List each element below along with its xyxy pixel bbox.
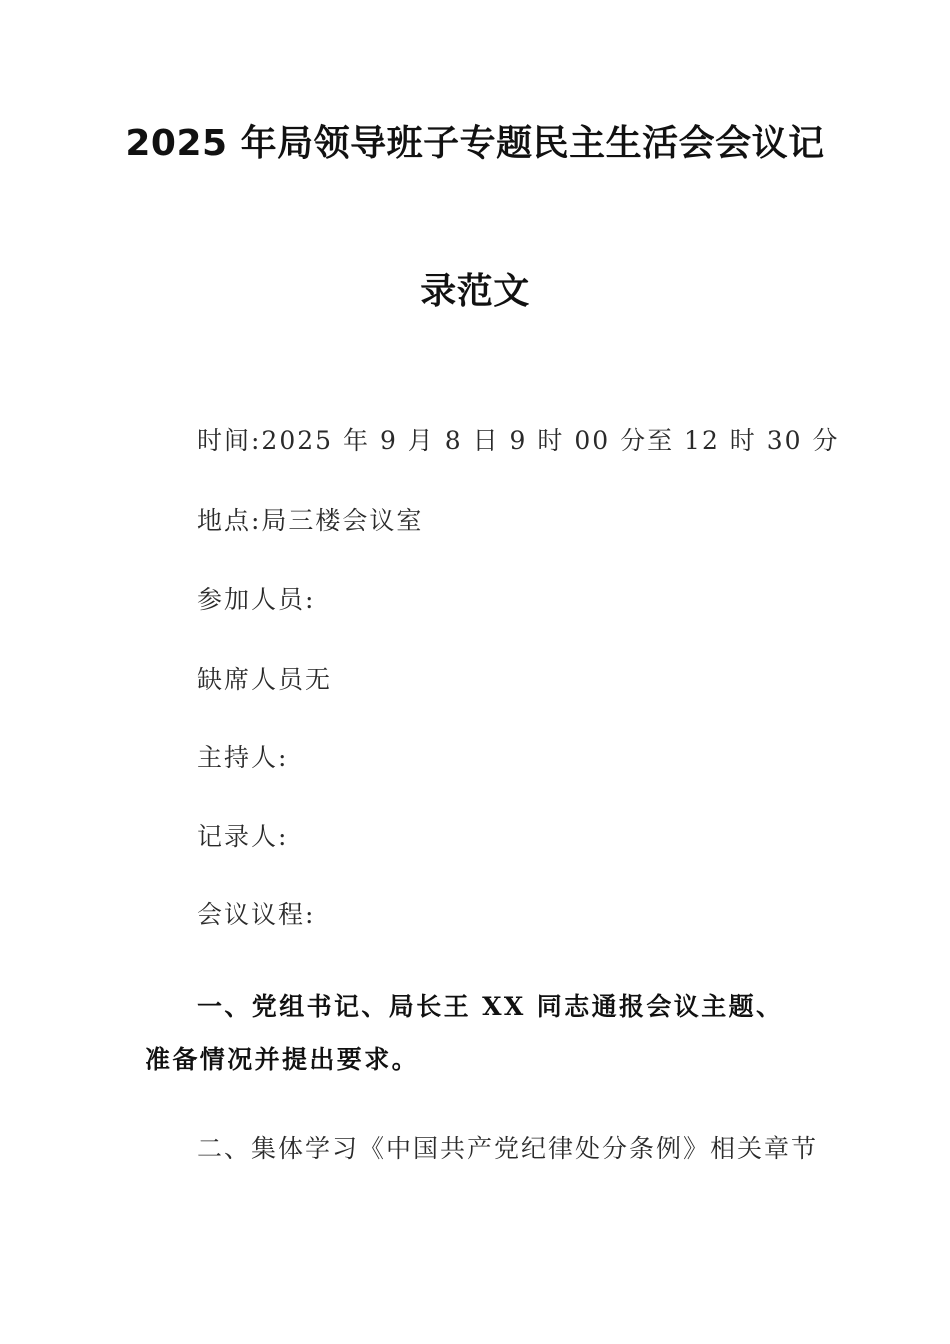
agenda-item-1: 一、党组书记、局长王 XX 同志通报会议主题、准备情况并提出要求。 — [145, 992, 784, 1074]
meeting-attendees: 参加人员: — [197, 585, 316, 614]
meeting-recorder: 记录人: — [197, 822, 289, 851]
meeting-host: 主持人: — [197, 743, 289, 772]
meeting-place: 地点:局三楼会议室 — [197, 506, 424, 535]
meeting-agenda-label: 会议议程: — [197, 900, 316, 929]
document-title-line-2: 录范文 — [420, 271, 530, 312]
agenda-item-2: 二、集体学习《中国共产党纪律处分条例》相关章节 — [197, 1134, 819, 1163]
meeting-absent: 缺席人员无 — [197, 665, 333, 694]
document-title-line-1: 2025 年局领导班子专题民主生活会会议记 — [125, 123, 825, 164]
meeting-time: 时间:2025 年 9 月 8 日 9 时 00 分至 12 时 30 分 — [197, 426, 840, 455]
